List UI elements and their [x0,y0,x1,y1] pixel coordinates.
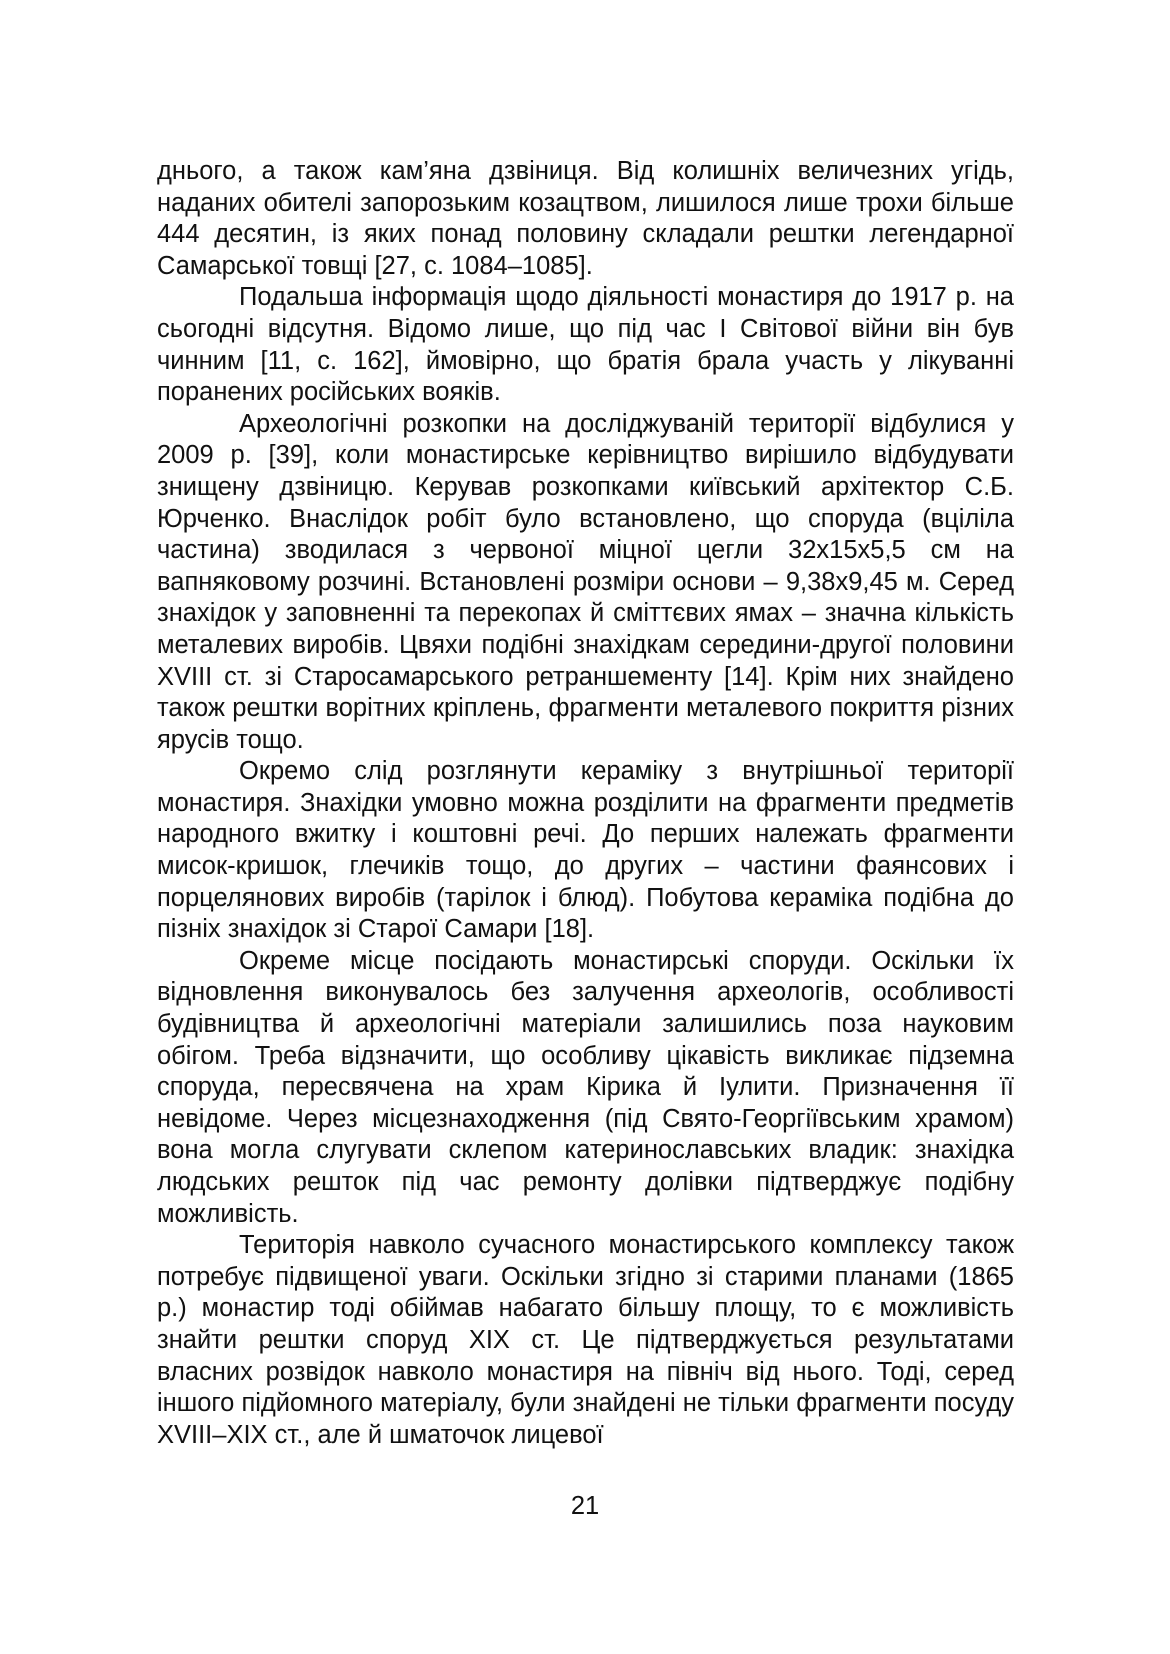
paragraph: Подальша інформація щодо діяльності монастиря до 1917 р. на сьогодні відсутня. Відомо лише, що під час І Світової війни він був чинним [11, с. 162], ймовірно, що братія брала участь у лікуванні поранених російських вояків. [157,283,1014,407]
paragraph: Окремо слід розглянути кераміку з внутрішньої території монастиря. Знахідки умовно можна розділити на фрагменти предметів народного вжитку і коштовні речі. До перших належать фрагменти мисок-кришок, глечиків тощо, до других – частини фаянсових і порцелянових виробів (тарілок і блюд). Побутова кераміка подібна до пізніх знахідок зі Старої Самари [18]. [157,757,1014,944]
paragraph: Археологічні розкопки на досліджуваній території відбулися у 2009 р. [39], коли монастирське керівництво вирішило відбудувати знищену дзвіницю. Керував розкопками київський архітектор С.Б. Юрченко. Внаслідок робіт було встановлено, що споруда (вціліла частина) зводилася з червоної міцної цегли 32х15х5,5 см на вапняковому розчині. Встановлені розміри основи – 9,38х9,45 м. Серед знахідок у заповненні та перекопах й сміттєвих ямах – значна кількість металевих виробів. Цвяхи подібні знахідкам середини-другої половини XVIII ст. зі Старосамарського ретраншементу [14]. Крім них знайдено також рештки ворітних кріплень, фрагменти металевого покриття різних ярусів тощо. [157,409,1014,754]
page-body [157,156,1014,1451]
paragraph: днього, а також кам’яна дзвіниця. Від колишніх величезних угідь, наданих обителі запорозьким козацтвом, лишилося лише трохи більше 444 десятин, із яких понад половину складали рештки легендарної Самарської товщі [27, с. 1084–1085]. [157,157,1014,280]
paragraph: Територія навколо сучасного монастирського комплексу також потребує підвищеної уваги. Оскільки згідно зі старими планами (1865 р.) монастир тоді обіймав набагато більшу площу, то є можливість знайти рештки споруд XIX ст. Це підтверджується результатами власних розвідок навколо монастиря на північ від нього. Тоді, серед іншого підйомного матеріалу, були знайдені не тільки фрагменти посуду XVIII–XIX ст., але й шматочок лицевої [157,1231,1014,1449]
page-number: 21 [570,1492,600,1520]
paragraph: Окреме місце посідають монастирські споруди. Оскільки їх відновлення виконувалось без залучення археологів, особливості будівництва й археологічні матеріали залишились поза науковим обігом. Треба відзначити, що особливу цікавість викликає підземна споруда, пересвячена на храм Кірика й Іулити. Призначення її невідоме. Через місцезнаходження (під Свято-Георгіївським храмом) вона могла слугувати склепом катеринославських владик: знахідка людських решток під час ремонту долівки підтверджує подібну можливість. [157,946,1014,1228]
